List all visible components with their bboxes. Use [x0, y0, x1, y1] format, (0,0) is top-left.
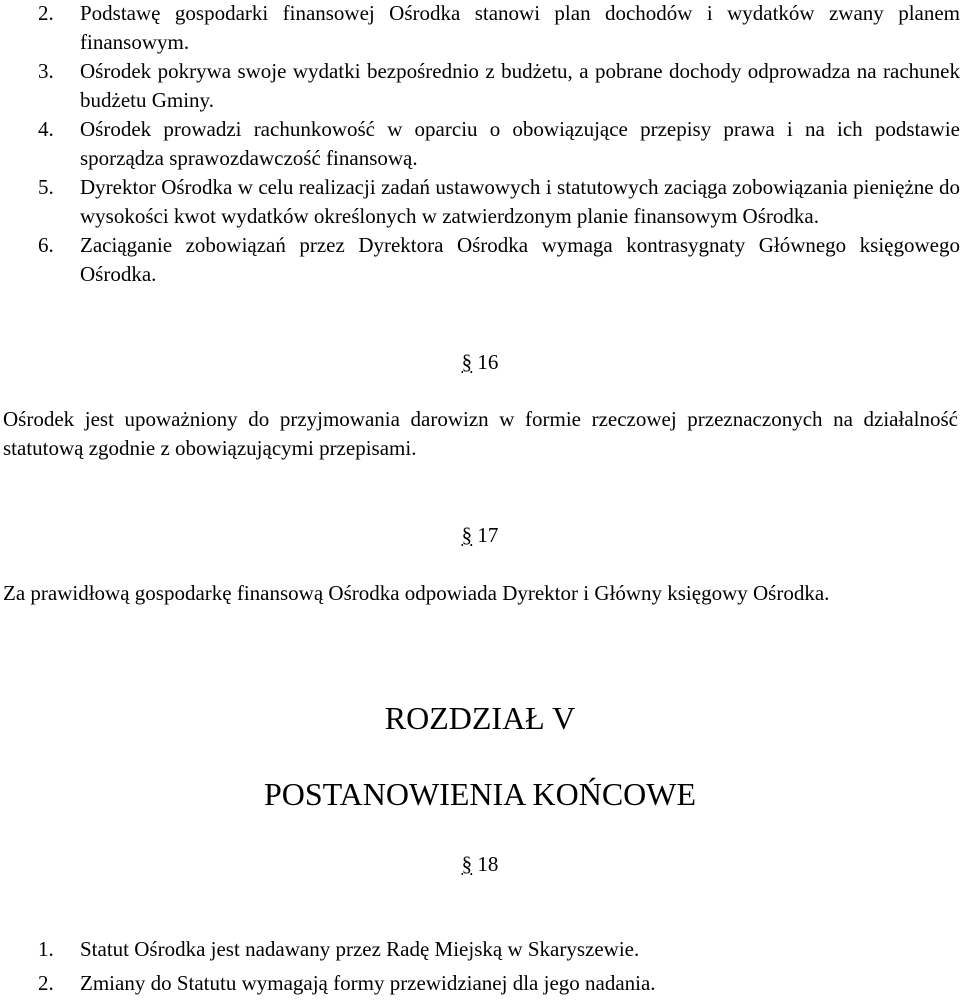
- list-number: 1.: [38, 937, 54, 961]
- list-text: Zmiany do Statutu wymagają formy przewidzianej dla jego nadania.: [80, 971, 656, 995]
- list-number: 2.: [38, 971, 54, 995]
- section-18-heading: [0, 850, 960, 879]
- list-number: 3.: [38, 59, 54, 83]
- financial-provisions-list: [38, 0, 960, 289]
- section-sign-icon: §: [461, 852, 473, 876]
- section-number: 17: [477, 523, 499, 547]
- section-17-text: Za prawidłową gospodarkę finansową Ośrodka odpowiada Dyrektor i Główny księgowy Ośrodka.: [3, 581, 830, 605]
- section-sign-icon: §: [461, 523, 473, 547]
- list-item: [38, 57, 960, 115]
- list-text: Statut Ośrodka jest nadawany przez Radę Miejską w Skaryszewie.: [80, 937, 640, 961]
- list-text: Podstawę gospodarki finansowej Ośrodka stanowi plan dochodów i wydatków zwany planem finansowym.: [80, 1, 960, 54]
- chapter-title: ROZDZIAŁ V: [384, 700, 576, 736]
- section-number: 16: [477, 350, 499, 374]
- list-item: [38, 0, 960, 57]
- list-number: 6.: [38, 233, 54, 257]
- list-text: Ośrodek pokrywa swoje wydatki bezpośrednio z budżetu, a pobrane dochody odprowadza na rachunek budżetu Gminy.: [80, 59, 960, 112]
- section-sign-icon: §: [461, 350, 473, 374]
- final-provisions-list: [38, 935, 960, 998]
- list-item: [38, 935, 960, 964]
- section-16-heading: [0, 348, 960, 377]
- list-number: 5.: [38, 175, 54, 199]
- list-number: 4.: [38, 117, 54, 141]
- list-text: Dyrektor Ośrodka w celu realizacji zadań ustawowych i statutowych zaciąga zobowiązania pieniężne do wysokości kwot wydatków określonych w zatwierdzonym planie finansowym Ośrodka.: [80, 175, 960, 228]
- list-text: Zaciąganie zobowiązań przez Dyrektora Ośrodka wymaga kontrasygnaty Głównego księgowego Ośrodka.: [80, 233, 960, 286]
- list-number: 2.: [38, 1, 54, 25]
- list-text: Ośrodek prowadzi rachunkowość w oparciu o obowiązujące przepisy prawa i na ich podstawie sporządza sprawozdawczość finansową.: [80, 117, 960, 170]
- section-number: 18: [477, 852, 499, 876]
- chapter-subtitle: POSTANOWIENIA KOŃCOWE: [263, 776, 697, 812]
- list-item: [38, 173, 960, 231]
- list-item: [38, 969, 960, 998]
- section-17-heading: [0, 521, 960, 550]
- list-item: [38, 115, 960, 173]
- list-item: [38, 231, 960, 289]
- section-16-text: Ośrodek jest upoważniony do przyjmowania darowizn w formie rzeczowej przeznaczonych na działalność statutową zgodnie z obowiązującymi przepisami.: [3, 407, 958, 460]
